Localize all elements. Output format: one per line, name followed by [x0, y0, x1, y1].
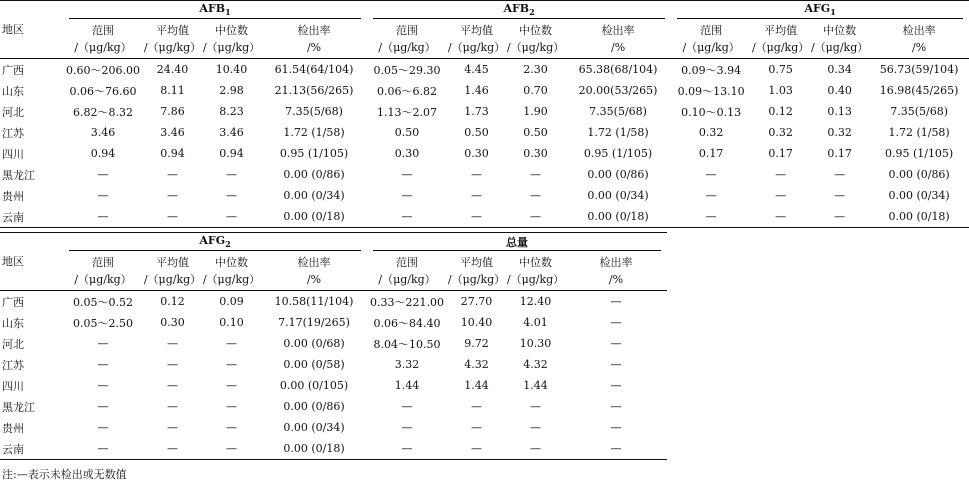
data-cell: 0.32 [768, 126, 793, 139]
column-header-unit: /（μg/kg） [810, 41, 869, 54]
data-cell: 0.00 (0/86) [888, 168, 950, 181]
data-cell: — [834, 168, 846, 181]
data-cell: — [506, 206, 565, 228]
data-cell: — [610, 421, 622, 434]
column-header-title: 中位数 [215, 24, 248, 37]
data-cell: — [167, 189, 178, 202]
region-cell: 江苏 [2, 126, 24, 140]
column-header-title: 范围 [396, 256, 419, 269]
data-cell: — [143, 438, 202, 460]
column-header-title: 范围 [700, 24, 723, 37]
data-cell: 0.00 (0/18) [261, 206, 367, 228]
data-cell: 1.44 [464, 379, 489, 392]
column-header-unit: /（μg/kg） [506, 41, 565, 54]
data-cell: — [705, 189, 717, 202]
data-cell: — [471, 400, 483, 413]
data-cell: 0.17 [827, 147, 852, 160]
data-cell: 1.90 [523, 105, 548, 118]
data-cell: — [167, 337, 178, 350]
group-name: AFB [503, 2, 530, 16]
column-header-title: 检出率 [902, 24, 936, 37]
data-cell: 1.72 (1/58) [283, 126, 345, 139]
data-cell: — [167, 400, 178, 413]
data-cell: 0.09 [219, 295, 244, 308]
data-cell: — [471, 168, 483, 181]
region-cell: 山东 [2, 316, 24, 330]
data-cell: 0.00 (0/58) [283, 358, 345, 371]
data-cell: 8.04～10.50 [373, 337, 441, 351]
data-cell: 0.00 (0/18) [261, 438, 367, 460]
data-cell: 0.00 (0/86) [283, 400, 345, 413]
data-cell: — [530, 400, 542, 413]
region-cell: 山东 [2, 84, 24, 98]
data-cell: 10.58(11/104) [274, 295, 354, 308]
column-header [367, 20, 447, 59]
column-header [565, 20, 671, 59]
data-cell: — [97, 358, 109, 371]
data-cell: — [367, 206, 447, 228]
region-cell: 黑龙江 [2, 400, 35, 414]
data-cell: 0.95 (1/105) [583, 147, 653, 160]
group-name: AFB [199, 2, 226, 16]
group-name: AFG [199, 234, 226, 248]
data-cell: 0.00 (0/105) [279, 379, 349, 392]
table-row [0, 206, 969, 228]
data-cell: — [530, 168, 542, 181]
data-cell: — [202, 438, 261, 460]
data-cell: 0.10～0.13 [681, 105, 742, 119]
data-cell: 0.09～3.94 [681, 63, 742, 77]
aflatoxin-table-top [0, 0, 969, 228]
data-cell: — [610, 295, 622, 308]
data-cell: — [226, 168, 237, 181]
column-header [869, 20, 969, 59]
data-cell: — [775, 189, 787, 202]
data-cell: 65.38(68/104) [578, 63, 658, 76]
data-cell: — [810, 206, 869, 228]
data-cell: 1.13～2.07 [377, 105, 438, 119]
column-header-title: 中位数 [519, 24, 553, 37]
column-header [261, 20, 367, 59]
data-cell: 0.60～206.00 [66, 63, 140, 77]
column-header-unit: /（μg/kg） [202, 273, 261, 286]
data-cell: — [610, 316, 622, 329]
table-row [0, 312, 667, 333]
group-header [367, 233, 667, 253]
data-cell: — [97, 379, 109, 392]
data-cell: 1.44 [394, 379, 420, 392]
data-cell: — [97, 189, 109, 202]
table-row [0, 122, 969, 143]
data-cell: — [63, 206, 143, 228]
column-header-unit: /% [912, 41, 927, 54]
data-cell: — [226, 400, 237, 413]
column-header-unit: /（μg/kg） [378, 273, 436, 286]
column-header [202, 20, 261, 59]
region-column-header: 地区 [0, 233, 63, 291]
data-cell: 0.94 [160, 147, 185, 160]
data-cell: 1.73 [464, 105, 489, 118]
data-cell: — [471, 421, 483, 434]
data-cell: 0.32 [698, 126, 724, 139]
data-cell: — [530, 189, 542, 202]
data-cell: — [202, 206, 261, 228]
column-header-title: 中位数 [215, 256, 248, 269]
data-cell: 10.40 [460, 316, 493, 329]
table-row [0, 291, 667, 313]
data-cell: — [226, 421, 237, 434]
data-cell: — [97, 337, 109, 350]
data-cell: — [751, 206, 810, 228]
table-row [0, 185, 969, 206]
column-header [367, 252, 447, 291]
region-cell: 河北 [2, 105, 24, 119]
data-cell: 0.10 [219, 316, 244, 329]
table-row [0, 143, 969, 164]
region-cell: 贵州 [2, 189, 24, 203]
data-cell: 7.35(5/68) [589, 105, 647, 118]
data-cell: 7.17(19/265) [278, 316, 350, 329]
data-cell: 0.95 (1/105) [884, 147, 954, 160]
group-name: 总量 [506, 236, 529, 249]
table-row [0, 396, 667, 417]
data-cell: 0.12 [768, 105, 793, 118]
data-cell: 0.06～84.40 [373, 316, 441, 330]
data-cell: 3.32 [394, 358, 420, 371]
column-header-unit: /（μg/kg） [143, 41, 202, 54]
group-header [671, 1, 969, 21]
data-cell: 0.00 (0/86) [587, 168, 649, 181]
data-cell: 10.30 [519, 337, 552, 350]
column-header-title: 平均值 [156, 256, 189, 269]
data-cell: 0.75 [768, 63, 793, 76]
column-header-unit: /% [610, 41, 626, 54]
column-header [261, 252, 367, 291]
data-cell: — [401, 421, 413, 434]
data-cell: 8.23 [219, 105, 244, 118]
data-cell: 0.50 [523, 126, 548, 139]
data-cell: 3.46 [219, 126, 244, 139]
region-column-header: 地区 [0, 1, 63, 59]
data-cell: 56.73(59/104) [879, 63, 959, 76]
data-cell: 0.50 [464, 126, 489, 139]
data-cell: — [143, 206, 202, 228]
column-header-unit: /% [306, 273, 322, 286]
data-cell: 0.17 [698, 147, 724, 160]
data-cell: 1.72 (1/58) [888, 126, 950, 139]
column-header-title: 平均值 [764, 24, 798, 37]
data-cell: — [226, 358, 237, 371]
column-header [751, 20, 810, 59]
column-header [63, 252, 143, 291]
column-header-unit: /（μg/kg） [378, 41, 436, 54]
data-cell: — [775, 168, 787, 181]
data-cell: 2.98 [219, 84, 244, 97]
column-header [565, 252, 667, 291]
region-cell: 云南 [0, 438, 63, 460]
data-cell: — [610, 358, 622, 371]
data-cell: — [167, 379, 178, 392]
data-cell: — [610, 400, 622, 413]
data-cell: 3.46 [160, 126, 185, 139]
data-cell: — [471, 189, 483, 202]
data-cell: — [226, 379, 237, 392]
data-cell: — [167, 168, 178, 181]
region-cell: 河北 [2, 337, 24, 351]
data-cell: 0.00 (0/34) [283, 421, 345, 434]
column-header-row [0, 20, 969, 59]
column-header-unit: /（μg/kg） [682, 41, 740, 54]
data-cell: 4.01 [523, 316, 548, 329]
group-header-row [0, 1, 969, 21]
data-cell: 0.30 [523, 147, 548, 160]
data-cell: — [367, 438, 447, 460]
column-header [63, 20, 143, 59]
data-cell: 2.30 [523, 63, 548, 76]
data-cell: 6.82～8.32 [73, 105, 133, 119]
data-cell: 0.00 (0/18) [565, 206, 671, 228]
data-cell: 1.44 [523, 379, 548, 392]
data-cell: — [401, 400, 413, 413]
group-name: AFG [804, 2, 831, 16]
data-cell: 1.03 [768, 84, 793, 97]
data-cell: 0.00 (0/18) [869, 206, 969, 228]
region-cell: 江苏 [2, 358, 24, 372]
column-header-title: 范围 [92, 24, 114, 37]
data-cell: 0.00 (0/86) [283, 168, 345, 181]
table-row [0, 59, 969, 81]
column-header-unit: /% [306, 41, 322, 54]
data-cell: — [530, 421, 542, 434]
table-note: 注:—表示未检出或无数值 [2, 468, 127, 481]
data-cell: 0.33～221.00 [370, 295, 444, 309]
region-cell: 四川 [2, 379, 24, 393]
data-cell: — [401, 168, 413, 181]
column-header [506, 20, 565, 59]
data-cell: 0.94 [219, 147, 244, 160]
column-header-unit: /（μg/kg） [447, 273, 506, 286]
column-header-title: 检出率 [297, 24, 331, 37]
column-header-row [0, 252, 667, 291]
data-cell: 0.30 [464, 147, 489, 160]
column-header-title: 中位数 [823, 24, 857, 37]
data-cell: 27.70 [460, 295, 493, 308]
data-cell: — [97, 168, 109, 181]
region-cell: 广西 [2, 295, 24, 309]
data-cell: 21.13(56/265) [274, 84, 354, 97]
data-cell: 9.72 [464, 337, 489, 350]
group-subscript: 2 [529, 7, 535, 18]
data-cell: 16.98(45/265) [879, 84, 959, 97]
table-row [0, 417, 667, 438]
group-header [63, 1, 367, 21]
column-header-unit: /（μg/kg） [751, 41, 810, 54]
table-row [0, 354, 667, 375]
data-cell: 20.00(53/265) [578, 84, 658, 97]
column-header-title: 检出率 [599, 256, 633, 269]
data-cell: 3.46 [90, 126, 116, 139]
column-header-title: 检出率 [297, 256, 331, 269]
group-subscript: 1 [830, 7, 836, 18]
data-cell: 0.05～29.30 [373, 63, 441, 77]
data-cell: 0.40 [827, 84, 852, 97]
data-cell: 0.95 (1/105) [279, 147, 349, 160]
data-cell: 0.09～13.10 [677, 84, 745, 98]
data-cell: 0.13 [827, 105, 852, 118]
region-cell: 四川 [2, 147, 24, 161]
data-cell: — [506, 438, 565, 460]
column-header-unit: /（μg/kg） [74, 41, 132, 54]
column-header-title: 范围 [92, 256, 114, 269]
group-subscript: 1 [225, 7, 231, 18]
data-cell: 0.05～0.52 [73, 295, 133, 309]
group-header [63, 233, 367, 253]
column-header [447, 252, 506, 291]
data-cell: 0.30 [160, 316, 185, 329]
data-cell: 0.70 [523, 84, 548, 97]
data-cell: — [565, 438, 667, 460]
column-header [447, 20, 506, 59]
data-cell: — [610, 337, 622, 350]
data-cell: — [705, 168, 717, 181]
data-cell: — [671, 206, 751, 228]
data-cell: — [834, 189, 846, 202]
group-subscript: 2 [225, 239, 231, 250]
data-cell: 0.00 (0/68) [283, 337, 345, 350]
group-header [367, 1, 671, 21]
region-cell: 黑龙江 [2, 168, 35, 182]
table-row [0, 375, 667, 396]
data-cell: 1.72 (1/58) [587, 126, 649, 139]
data-cell: 7.86 [160, 105, 185, 118]
column-header-unit: /% [608, 273, 624, 286]
table-row [0, 80, 969, 101]
data-cell: 4.32 [523, 358, 548, 371]
data-cell: 0.00 (0/34) [283, 189, 345, 202]
data-cell: — [401, 189, 413, 202]
data-cell: 0.00 (0/34) [888, 189, 950, 202]
data-cell: 4.32 [464, 358, 489, 371]
data-cell: — [167, 358, 178, 371]
data-cell: 7.35(5/68) [890, 105, 948, 118]
column-header-unit: /（μg/kg） [202, 41, 261, 54]
column-header-unit: /（μg/kg） [74, 273, 132, 286]
table-row [0, 333, 667, 354]
region-cell: 贵州 [2, 421, 24, 435]
data-cell: 10.40 [215, 63, 248, 76]
column-header [143, 252, 202, 291]
data-cell: — [447, 206, 506, 228]
data-cell: 61.54(64/104) [274, 63, 354, 76]
data-cell: 0.34 [827, 63, 852, 76]
data-cell: 0.06～6.82 [377, 84, 438, 98]
column-header-title: 平均值 [460, 24, 494, 37]
column-header [810, 20, 869, 59]
region-cell: 广西 [2, 63, 24, 77]
column-header-title: 检出率 [601, 24, 635, 37]
data-cell: 0.12 [160, 295, 185, 308]
data-cell: 0.32 [827, 126, 852, 139]
column-header [143, 20, 202, 59]
data-cell: — [97, 421, 109, 434]
data-cell: — [97, 400, 109, 413]
data-cell: — [226, 337, 237, 350]
column-header [506, 252, 565, 291]
data-cell: — [226, 189, 237, 202]
table-row [0, 101, 969, 122]
data-cell: 4.45 [464, 63, 489, 76]
table-row [0, 438, 667, 460]
column-header [202, 252, 261, 291]
column-header [671, 20, 751, 59]
data-cell: — [167, 421, 178, 434]
aflatoxin-table-bottom [0, 232, 667, 460]
data-cell: 8.11 [160, 84, 185, 97]
column-header-unit: /（μg/kg） [447, 41, 506, 54]
column-header-title: 平均值 [460, 256, 494, 269]
column-header-title: 中位数 [519, 256, 553, 269]
column-header-unit: /（μg/kg） [143, 273, 202, 286]
data-cell: 0.94 [90, 147, 116, 160]
data-cell: — [63, 438, 143, 460]
data-cell: 0.50 [394, 126, 420, 139]
data-cell: — [610, 379, 622, 392]
data-cell: 1.46 [464, 84, 489, 97]
data-cell: 0.00 (0/34) [587, 189, 649, 202]
group-header-row [0, 233, 667, 253]
column-header-title: 范围 [396, 24, 419, 37]
data-cell: 0.30 [394, 147, 420, 160]
data-cell: 24.40 [156, 63, 189, 76]
data-cell: 12.40 [519, 295, 552, 308]
table-row [0, 164, 969, 185]
data-cell: 0.17 [768, 147, 793, 160]
data-cell: 7.35(5/68) [285, 105, 343, 118]
column-header-title: 平均值 [156, 24, 189, 37]
region-cell: 云南 [0, 206, 63, 228]
data-cell: — [447, 438, 506, 460]
data-cell: 0.06～76.60 [69, 84, 137, 98]
data-cell: 0.05～2.50 [73, 316, 133, 330]
column-header-unit: /（μg/kg） [506, 273, 565, 286]
